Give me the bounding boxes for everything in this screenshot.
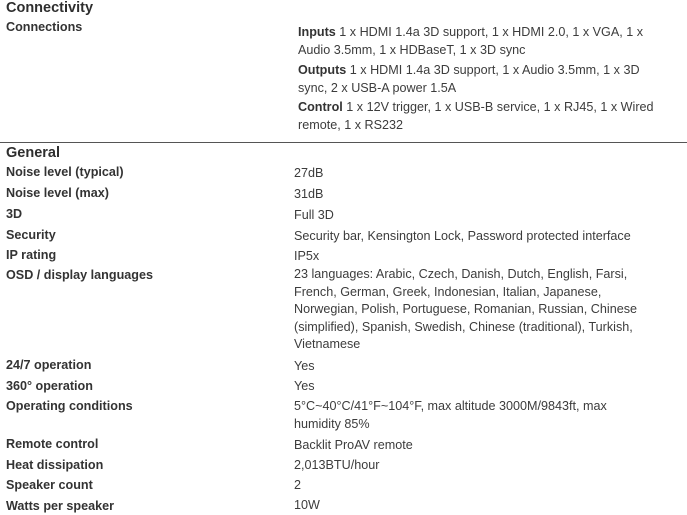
row-label-noise-typical: Noise level (typical) — [6, 165, 124, 179]
section-divider — [0, 142, 687, 143]
row-value-watts-per-speaker: 10W — [294, 498, 320, 512]
control-spec — [298, 99, 658, 134]
control-label: Control — [298, 100, 343, 114]
row-value-security: Security bar, Kensington Lock, Password protected interface — [294, 229, 631, 243]
row-value-speaker-count: 2 — [294, 478, 302, 492]
connections-label: Connections — [6, 20, 83, 34]
row-value-osd-languages: 23 languages: Arabic, Czech, Danish, Dutch, English, Farsi, French, German, Greek, Indonesian, Italian, Japanese, Norwegian, Polish, Portuguese, Romanian, Russian, Chinese (simplified), Spanish, Swedish, Chinese (traditional), Turkish, Vietnamese — [294, 267, 638, 351]
section-title-connectivity: Connectivity — [6, 0, 94, 16]
row-value-heat-dissipation: 2,013BTU/hour — [294, 458, 380, 472]
row-value-ip-rating: IP5x — [294, 249, 320, 263]
row-label-security: Security — [6, 228, 56, 242]
inputs-label: Inputs — [298, 25, 336, 39]
control-value: 1 x 12V trigger, 1 x USB-B service, 1 x RJ45, 1 x Wired remote, 1 x RS232 — [298, 100, 654, 132]
inputs-spec — [298, 24, 668, 59]
row-value-operating-conditions: 5°C~40°C/41°F~104°F, max altitude 3000M/9843ft, max humidity 85% — [294, 399, 607, 431]
inputs-value: 1 x HDMI 1.4a 3D support, 1 x HDMI 2.0, 1 x VGA, 1 x Audio 3.5mm, 1 x HDBaseT, 1 x 3D sync — [298, 25, 644, 57]
section-title-general: General — [6, 145, 60, 161]
row-value-24-7-operation: Yes — [294, 359, 315, 373]
outputs-label: Outputs — [298, 63, 347, 77]
outputs-value: 1 x HDMI 1.4a 3D support, 1 x Audio 3.5mm, 1 x 3D sync, 2 x USB-A power 1.5A — [298, 63, 640, 95]
row-label-osd-languages: OSD / display languages — [6, 268, 153, 282]
outputs-spec — [298, 62, 660, 97]
row-label-speaker-count: Speaker count — [6, 478, 93, 492]
row-value-3d: Full 3D — [294, 208, 334, 222]
row-label-24-7-operation: 24/7 operation — [6, 358, 92, 372]
row-label-3d: 3D — [6, 207, 23, 221]
row-label-360-operation: 360° operation — [6, 379, 93, 393]
row-label-noise-max: Noise level (max) — [6, 186, 109, 200]
row-label-watts-per-speaker: Watts per speaker — [6, 499, 115, 513]
row-label-ip-rating: IP rating — [6, 248, 57, 262]
row-label-operating-conditions: Operating conditions — [6, 399, 133, 413]
row-value-360-operation: Yes — [294, 379, 315, 393]
row-label-remote-control: Remote control — [6, 437, 99, 451]
row-value-noise-typical: 27dB — [294, 166, 324, 180]
row-label-heat-dissipation: Heat dissipation — [6, 458, 104, 472]
row-value-noise-max: 31dB — [294, 187, 324, 201]
row-value-remote-control: Backlit ProAV remote — [294, 438, 413, 452]
